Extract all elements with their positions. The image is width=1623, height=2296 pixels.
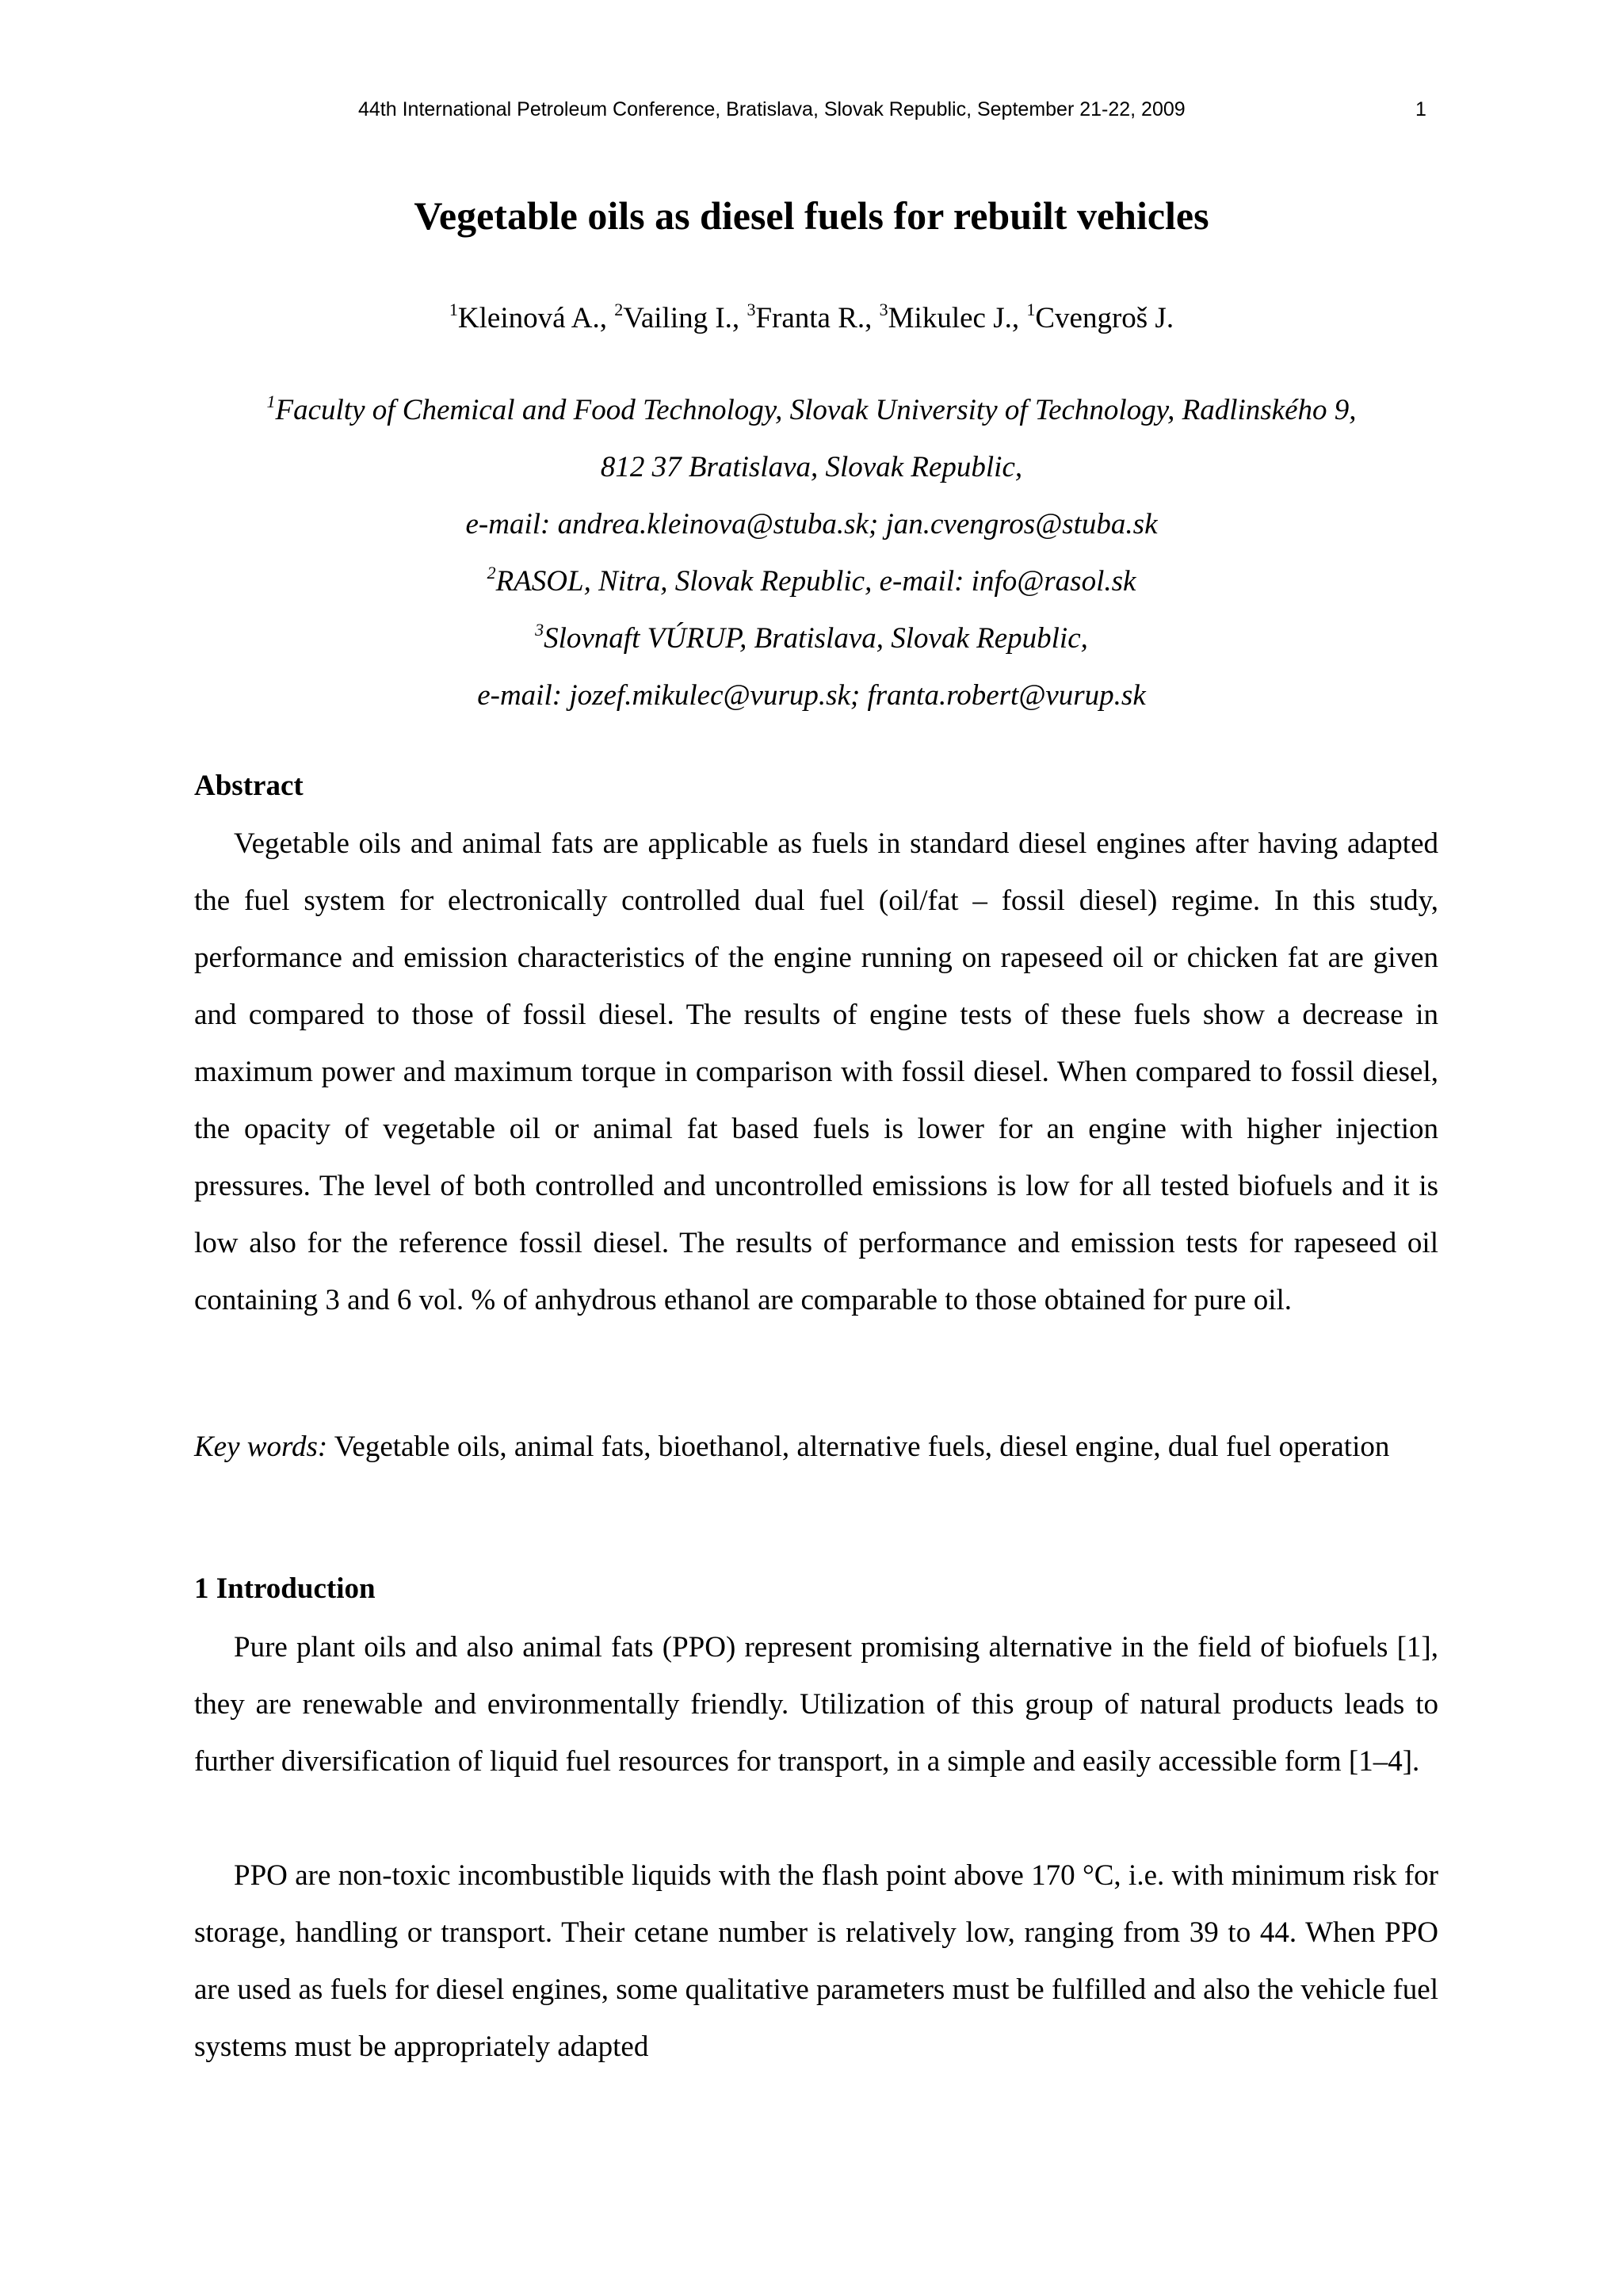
affiliation-3-line-1: $^3$Slovnaft VÚRUP, Bratislava, Slovak Republic, xyxy=(535,620,1088,655)
author-list xyxy=(0,301,1623,335)
conference-name: 44th International Petroleum Conference, Bratislava, Slovak Republic, September 21-22, 2009 xyxy=(358,98,1186,120)
affiliation-1-line-2: 812 37 Bratislava, Slovak Republic, xyxy=(600,451,1023,483)
affiliation-2: $^2$RASOL, Nitra, Slovak Republic, e-mail: info@rasol.sk xyxy=(487,563,1136,598)
abstract-text: Vegetable oils and animal fats are applicable as fuels in standard diesel engines after having adapted the fuel system for electronically controlled dual fuel (oil/fat – fossil diesel) regime. In this study, performance and emission characteristics of the engine running on rapeseed oil or chicken fat are given and compared to those of fossil diesel. The results of engine tests of these fuels show a decrease in maximum power and maximum torque in comparison with fossil diesel. When compared to fossil diesel, the opacity of vegetable oil or animal fat based fuels is lower for an engine with higher injection pressures. The level of both controlled and uncontrolled emissions is low for all tested biofuels and it is low also for the reference fossil diesel. The results of performance and emission tests for rapeseed oil containing 3 and 6 vol. % of anhydrous ethanol are comparable to those obtained for pure oil. xyxy=(194,827,1438,1316)
abstract-heading: Abstract xyxy=(194,770,304,802)
keywords-text: Vegetable oils, animal fats, bioethanol, alternative fuels, diesel engine, dual fuel operation xyxy=(334,1431,1390,1463)
keywords xyxy=(194,1419,1438,1476)
affiliation-3-email: e-mail: jozef.mikulec@vurup.sk; franta.robert@vurup.sk xyxy=(477,679,1146,712)
keywords-label: Key words: xyxy=(194,1431,328,1463)
author: $^1$Cvengroš J. xyxy=(1026,300,1174,334)
author: $^3$Mikulec J., xyxy=(879,300,1020,334)
introduction-heading: 1 Introduction xyxy=(194,1572,376,1605)
author: $^2$Vailing I., xyxy=(614,300,740,334)
introduction-paragraph-2: PPO are non-toxic incombustible liquids with the flash point above 170 °C, i.e. with minimum risk for storage, handling or transport. Their cetane number is relatively low, ranging from 39 to 44. When PPO are used as fuels for diesel engines, some qualitative parameters must be fulfilled and also the vehicle fuel systems must be appropriately adapted xyxy=(194,1859,1438,2063)
affiliation-1-email: e-mail: andrea.kleinova@stuba.sk; jan.cvengros@stuba.sk xyxy=(465,508,1158,541)
paper-title: Vegetable oils as diesel fuels for rebuilt vehicles xyxy=(414,193,1209,238)
author: $^1$Kleinová A., xyxy=(449,300,607,334)
introduction-paragraph-1: Pure plant oils and also animal fats (PPO) represent promising alternative in the field of biofuels [1], they are renewable and environmentally friendly. Utilization of this group of natural products leads to further diversification of liquid fuel resources for transport, in a simple and easily accessible form [1–4]. xyxy=(194,1631,1438,1778)
affiliation-1-line-1: $^1$Faculty of Chemical and Food Technology, Slovak University of Technology, Radlinského 9, xyxy=(266,392,1357,426)
page-number: 1 xyxy=(1415,98,1426,120)
author: $^3$Franta R., xyxy=(747,300,873,334)
